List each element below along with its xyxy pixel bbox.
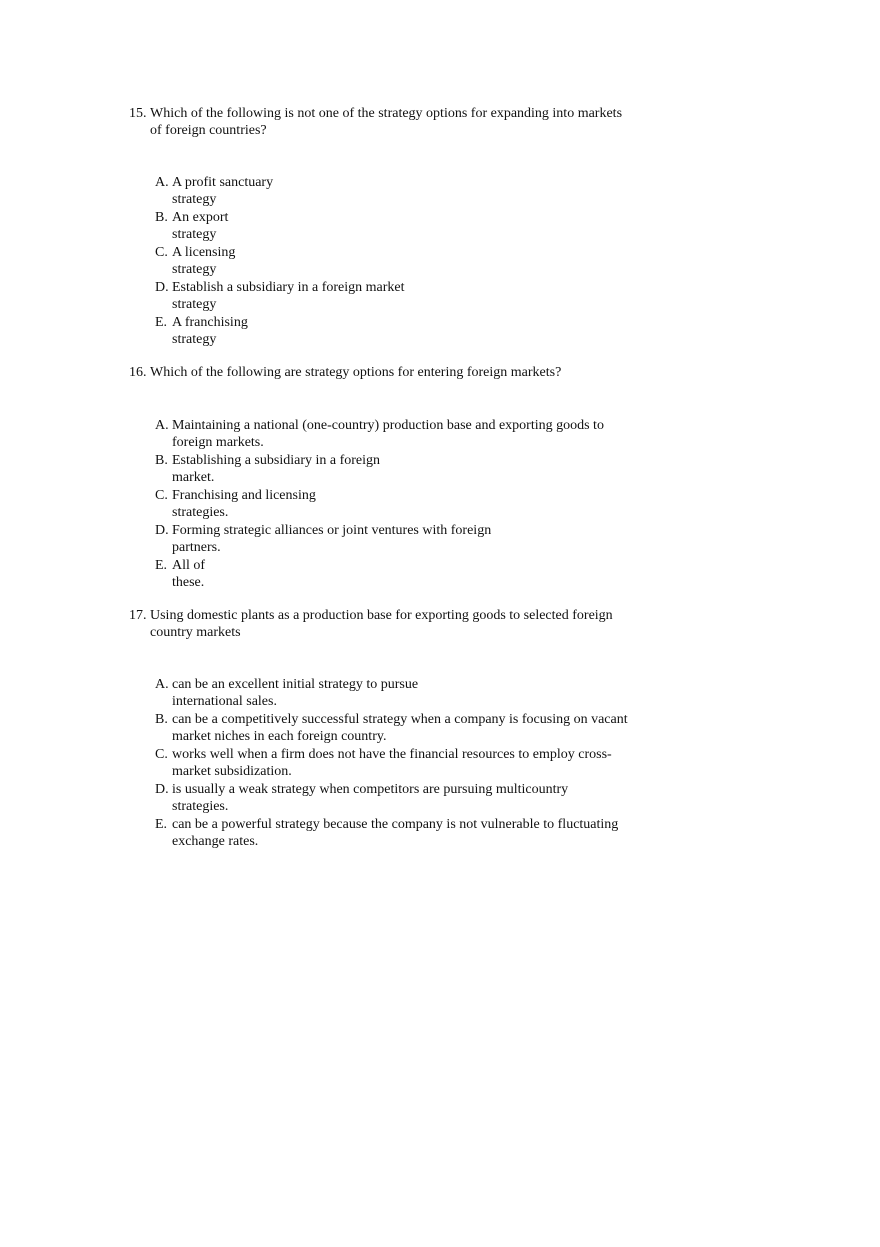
question-text: Which of the following are strategy options for entering foreign markets? — [150, 365, 562, 380]
option-d: D. Establish a subsidiary in a foreign market strategy — [155, 280, 405, 312]
question-stem — [129, 607, 650, 641]
options-17 — [155, 676, 628, 851]
option-e: E. can be a powerful strategy because the company is not vulnerable to fluctuating exchange rates. — [155, 817, 619, 849]
question-15 — [129, 105, 650, 139]
option-b: B. can be a competitively successful strategy when a company is focusing on vacant market niches in each foreign country. — [155, 712, 628, 744]
option-c: C. A licensing strategy — [155, 245, 236, 277]
option-d: D. is usually a weak strategy when competitors are pursuing multicountry strategies. — [155, 782, 569, 814]
question-text: Which of the following is not one of the strategy options for expanding into markets of foreign countries? — [150, 106, 623, 138]
option-c: C. Franchising and licensing strategies. — [155, 488, 316, 520]
question-stem — [129, 364, 650, 381]
options-15 — [155, 174, 405, 349]
question-number: 16. — [129, 365, 147, 380]
option-a: A. Maintaining a national (one-country) production base and exporting goods to foreign markets. — [155, 418, 604, 450]
question-stem — [129, 105, 650, 139]
option-b: B. Establishing a subsidiary in a foreign market. — [155, 453, 381, 485]
question-text: Using domestic plants as a production base for exporting goods to selected foreign country markets — [150, 608, 613, 640]
option-e: E. All of these. — [155, 558, 206, 590]
option-b: B. An export strategy — [155, 210, 229, 242]
question-number: 17. — [129, 608, 147, 623]
question-number: 15. — [129, 106, 147, 121]
option-a: A. can be an excellent initial strategy to pursue international sales. — [155, 677, 419, 709]
option-e: E. A franchising strategy — [155, 315, 248, 347]
question-16 — [129, 364, 650, 381]
options-16 — [155, 417, 604, 592]
option-d: D. Forming strategic alliances or joint ventures with foreign partners. — [155, 523, 492, 555]
question-17 — [129, 607, 650, 641]
option-c: C. works well when a firm does not have the financial resources to employ cross- market subsidization. — [155, 747, 612, 779]
option-a: A. A profit sanctuary strategy — [155, 175, 274, 207]
